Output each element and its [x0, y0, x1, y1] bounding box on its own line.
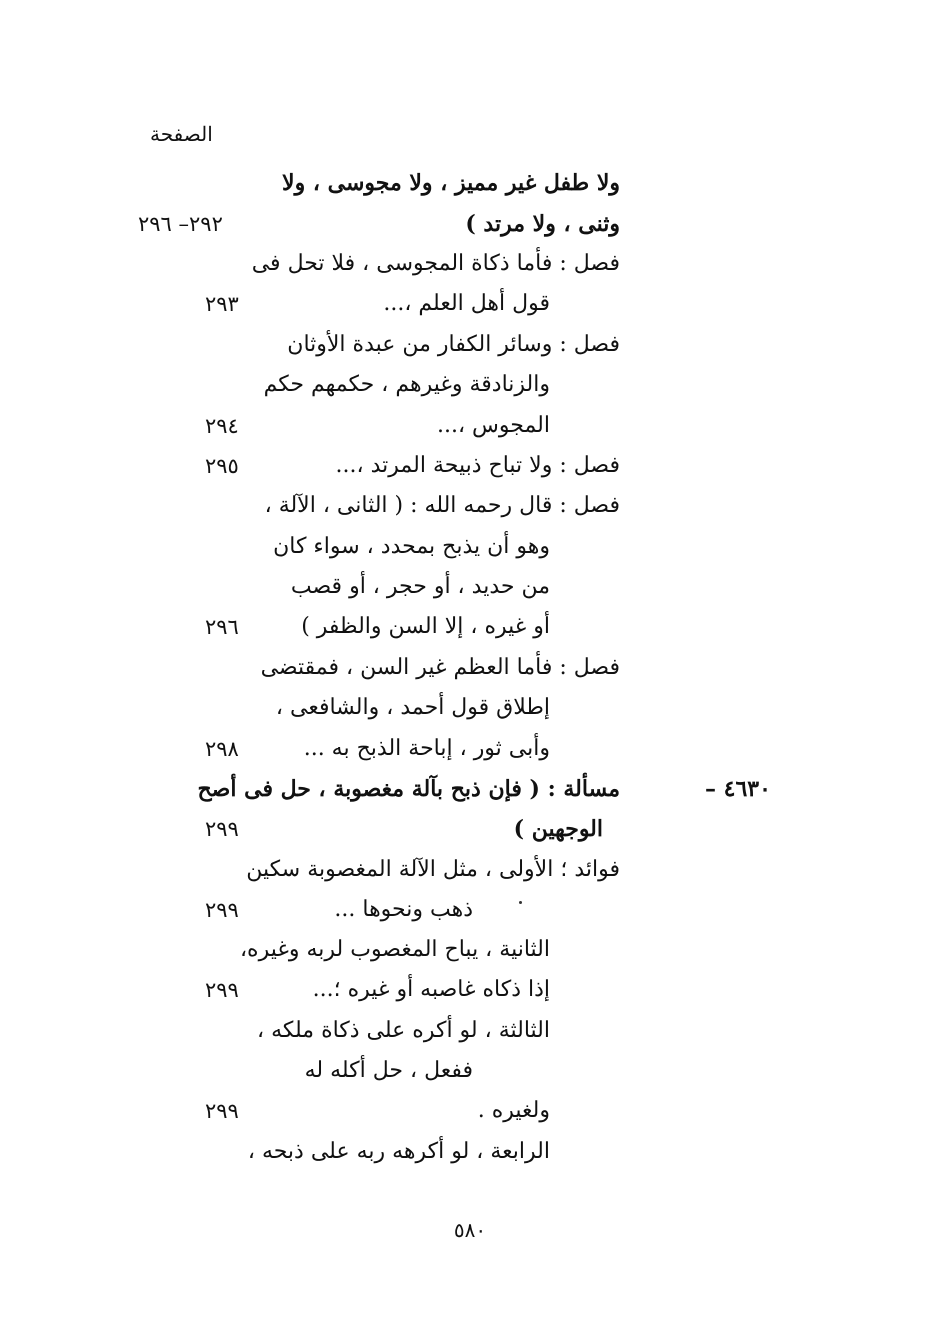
- page-reference: ٢٩٣: [205, 292, 239, 316]
- index-line: من حديد ، أو حجر ، أو قصب: [290, 574, 550, 599]
- index-line: ولغيره .: [477, 1098, 550, 1123]
- index-line: الوجهين ): [513, 816, 603, 842]
- index-line: فوائد ؛ الأولى ، مثل الآلة المغصوبة سكين: [246, 857, 620, 882]
- index-line: المجوس ،...: [436, 413, 550, 438]
- index-line: فصل : قال رحمه الله : ( الثانى ، الآلة ،: [264, 493, 620, 518]
- page-reference: ٢٩٦: [205, 615, 239, 639]
- index-line: والزنادقة وغيرهم ، حكمهم حكم: [263, 372, 550, 397]
- page-reference: ٢٩٤: [205, 414, 239, 438]
- index-line: ذهب ونحوها ...: [334, 897, 473, 922]
- page-number: ٥٨٠: [453, 1218, 487, 1242]
- ink-speck: [519, 901, 522, 904]
- page-reference: ٢٩٥: [205, 454, 239, 478]
- page-reference: ٢٩٢– ٢٩٦: [138, 212, 223, 236]
- index-line: ففعل ، حل أكله له: [304, 1058, 473, 1083]
- index-line: الثالثة ، لو أكره على ذكاة ملكه ،: [256, 1018, 550, 1043]
- page-reference: ٢٩٩: [205, 898, 239, 922]
- index-line: فصل : وسائر الكفار من عبدة الأوثان: [287, 332, 620, 357]
- page-column-header: الصفحة: [150, 122, 213, 146]
- index-line: فصل : فأما العظم غير السن ، فمقتضى: [260, 655, 620, 680]
- index-line: الرابعة ، لو أكرهه ربه على ذبحه ،: [247, 1139, 550, 1164]
- index-line: وثنى ، ولا مرتد ): [465, 211, 620, 237]
- index-line: مسألة : ( فإن ذبح بآلة مغصوبة ، حل فى أصح: [197, 776, 620, 802]
- page-reference: ٢٩٩: [205, 1099, 239, 1123]
- entry-number: ٤٦٣٠ –: [705, 776, 771, 802]
- index-line: الثانية ، يباح المغصوب لربه وغيره،: [239, 937, 550, 962]
- index-line: وأبى ثور ، إباحة الذبح به ...: [303, 736, 550, 761]
- index-line: فصل : ولا تباح ذبيحة المرتد ،...: [335, 453, 620, 478]
- page-reference: ٢٩٨: [205, 737, 239, 761]
- index-line: ولا طفل غير مميز ، ولا مجوسى ، ولا: [282, 170, 620, 196]
- index-line: إذا ذكاه غاصبه أو غيره ؛...: [312, 977, 550, 1002]
- index-line: وهو أن يذبح بمحدد ، سواء كان: [273, 534, 550, 559]
- page-reference: ٢٩٩: [205, 817, 239, 841]
- page-reference: ٢٩٩: [205, 978, 239, 1002]
- index-line: فصل : فأما ذكاة المجوسى ، فلا تحل فى: [251, 251, 620, 276]
- index-line: قول أهل العلم ،...: [383, 291, 550, 316]
- index-line: أو غيره ، إلا السن والظفر ): [301, 614, 550, 639]
- index-line: إطلاق قول أحمد ، والشافعى ،: [275, 695, 550, 720]
